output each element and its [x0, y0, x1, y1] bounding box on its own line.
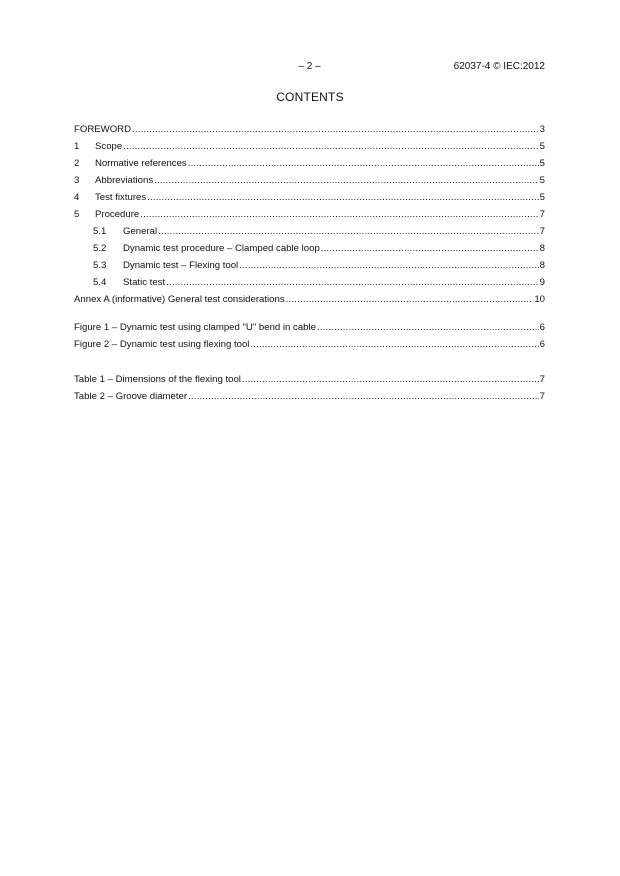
leader-dots: [321, 242, 539, 255]
toc-entry-page: 5: [539, 158, 545, 169]
table-entry-label: Table 2 – Groove diameter: [74, 391, 188, 402]
toc-entry-number: 5.4: [93, 277, 107, 288]
leader-dots: [166, 276, 539, 289]
page-header: [74, 61, 545, 75]
toc-entry-foreword[interactable]: [74, 123, 545, 140]
table-entry-2[interactable]: [74, 390, 545, 407]
figure-entry-2[interactable]: [74, 338, 545, 355]
figure-entry-label: Figure 1 – Dynamic test using clamped "U" bend in cable: [74, 322, 316, 333]
contents-title: CONTENTS: [276, 90, 344, 104]
leader-dots: [154, 174, 539, 187]
toc-entry-number: 4: [74, 192, 80, 203]
toc-entry-number: 5.2: [93, 243, 107, 254]
toc-entry-page: 5: [539, 175, 545, 186]
page-number: – 2 –: [298, 61, 321, 72]
leader-dots: [132, 123, 539, 136]
toc-entry-procedure[interactable]: [74, 208, 545, 225]
figure-entry-page: 6: [539, 322, 545, 333]
toc-entry-number: 5.3: [93, 260, 107, 271]
table-entry-label: Table 1 – Dimensions of the flexing tool: [74, 374, 241, 385]
toc-entry-page: 5: [539, 141, 545, 152]
toc-entry-abbreviations[interactable]: [74, 174, 545, 191]
toc-entry-label: Dynamic test procedure – Clamped cable loop: [123, 243, 320, 254]
toc-entry-page: 3: [539, 124, 545, 135]
toc-entry-page: 8: [539, 260, 545, 271]
toc-entry-label: Annex A (informative) General test considerations: [74, 294, 285, 305]
toc-list: [74, 123, 545, 310]
figure-entry-page: 6: [539, 339, 545, 350]
toc-entry-label: Static test: [123, 277, 166, 288]
toc-entry-normative-references[interactable]: [74, 157, 545, 174]
leader-dots: [123, 140, 538, 153]
toc-entry-page: 5: [539, 192, 545, 203]
toc-entry-label: FOREWORD: [74, 124, 132, 135]
toc-entry-page: 7: [539, 209, 545, 220]
document-id: 62037-4 © IEC:2012: [453, 61, 545, 72]
toc-entry-clamped-cable-loop[interactable]: [74, 242, 545, 259]
toc-entry-page: 7: [539, 226, 545, 237]
toc-entry-label: Scope: [95, 141, 123, 152]
figure-entry-1[interactable]: [74, 321, 545, 338]
leader-dots: [250, 338, 538, 351]
leader-dots: [286, 293, 534, 306]
leader-dots: [242, 373, 539, 386]
toc-entry-label: Normative references: [95, 158, 187, 169]
toc-entry-flexing-tool[interactable]: [74, 259, 545, 276]
toc-entry-label: Abbreviations: [95, 175, 154, 186]
toc-entry-page: 8: [539, 243, 545, 254]
list-of-tables: [74, 373, 545, 407]
leader-dots: [188, 390, 539, 403]
toc-entry-test-fixtures[interactable]: [74, 191, 545, 208]
figure-entry-label: Figure 2 – Dynamic test using flexing tool: [74, 339, 250, 350]
toc-entry-label: Dynamic test – Flexing tool: [123, 260, 239, 271]
toc-entry-number: 3: [74, 175, 80, 186]
toc-entry-annex-a[interactable]: [74, 293, 545, 310]
toc-entry-scope[interactable]: [74, 140, 545, 157]
toc-entry-number: 5: [74, 209, 80, 220]
leader-dots: [140, 208, 538, 221]
table-entry-page: 7: [539, 391, 545, 402]
leader-dots: [188, 157, 539, 170]
toc-entry-page: 10: [534, 294, 545, 305]
leader-dots: [147, 191, 538, 204]
toc-entry-page: 9: [539, 277, 545, 288]
toc-entry-label: Procedure: [95, 209, 140, 220]
leader-dots: [317, 321, 539, 334]
toc-entry-general[interactable]: [74, 225, 545, 242]
toc-entry-number: 5.1: [93, 226, 107, 237]
list-of-figures: [74, 321, 545, 355]
leader-dots: [158, 225, 539, 238]
toc-entry-number: 2: [74, 158, 80, 169]
toc-entry-number: 1: [74, 141, 80, 152]
table-entry-page: 7: [539, 374, 545, 385]
table-entry-1[interactable]: [74, 373, 545, 390]
toc-entry-label: Test fixtures: [95, 192, 147, 203]
toc-entry-static-test[interactable]: [74, 276, 545, 293]
toc-entry-label: General: [123, 226, 158, 237]
leader-dots: [239, 259, 538, 272]
